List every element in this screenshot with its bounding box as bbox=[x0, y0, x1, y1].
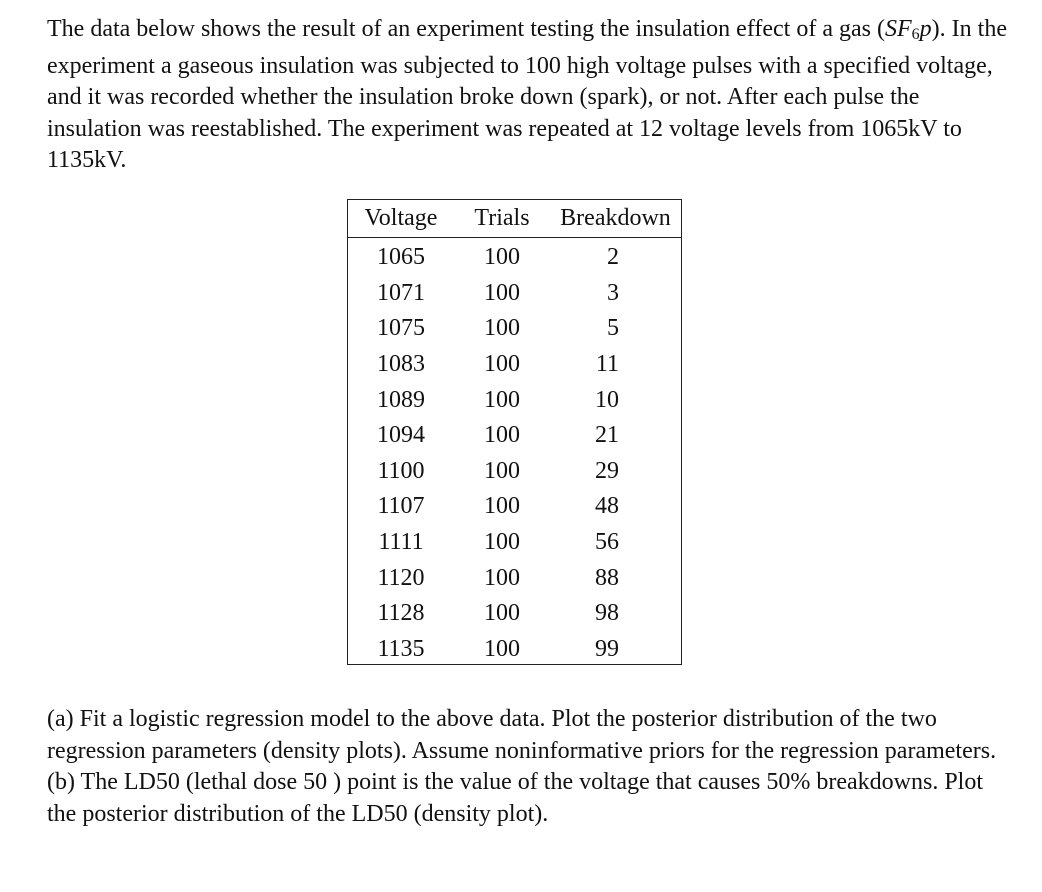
gas-formula: SF6p bbox=[884, 16, 932, 43]
cell-voltage: 1128 bbox=[377, 600, 425, 627]
cell-trials: 100 bbox=[484, 529, 520, 556]
cell-breakdown: 29 bbox=[595, 457, 619, 484]
cell-voltage: 1107 bbox=[377, 493, 425, 520]
cell-breakdown: 99 bbox=[595, 635, 619, 662]
questions bbox=[47, 704, 1007, 830]
table-row bbox=[348, 454, 681, 490]
cell-voltage: 1111 bbox=[378, 529, 424, 556]
table-row bbox=[348, 382, 681, 418]
cell-trials: 100 bbox=[484, 457, 520, 484]
cell-breakdown: 98 bbox=[595, 600, 619, 627]
cell-voltage: 1071 bbox=[377, 279, 425, 306]
cell-voltage: 1075 bbox=[377, 315, 425, 342]
table-row bbox=[348, 276, 681, 312]
cell-breakdown: 11 bbox=[595, 351, 619, 378]
cell-voltage: 1089 bbox=[377, 386, 425, 413]
cell-breakdown: 5 bbox=[607, 315, 619, 342]
table-row bbox=[348, 632, 681, 668]
table-row bbox=[348, 418, 681, 454]
table-header-row bbox=[348, 200, 681, 238]
intro-text-end: . In the experiment a gaseous insulation was subjected to 100 high voltage pulses with a specified voltage, and it was recorded whether the insulation broke down (spark), or not. After each pulse the insulation was reestablished. The experiment was repeated at 12 voltage levels from 1065kV to 1135kV. bbox=[47, 16, 1007, 173]
header-breakdown: Breakdown bbox=[550, 200, 681, 238]
cell-voltage: 1135 bbox=[377, 635, 425, 662]
cell-breakdown: 88 bbox=[595, 564, 619, 591]
cell-voltage: 1094 bbox=[377, 422, 425, 449]
data-table bbox=[347, 199, 682, 665]
cell-breakdown: 3 bbox=[607, 279, 619, 306]
intro-text-start: The data below shows the result of an experiment testing the insulation effect of a gas bbox=[47, 16, 871, 42]
question-a: (a) Fit a logistic regression model to the above data. Plot the posterior distribution of the two regression parameters (density plots). Assume noninformative priors for the regression parameters. bbox=[47, 706, 997, 764]
cell-voltage: 1100 bbox=[377, 457, 425, 484]
question-b: (b) The LD50 (lethal dose 50 ) point is the value of the voltage that causes 50% breakdowns. Plot the posterior distribution of the LD50 (density plot). bbox=[47, 769, 983, 827]
cell-trials: 100 bbox=[484, 279, 520, 306]
cell-trials: 100 bbox=[484, 244, 520, 271]
table-row bbox=[348, 347, 681, 383]
cell-breakdown: 21 bbox=[595, 422, 619, 449]
header-trials: Trials bbox=[454, 200, 550, 238]
table-row bbox=[348, 596, 681, 632]
cell-trials: 100 bbox=[484, 635, 520, 662]
cell-trials: 100 bbox=[484, 351, 520, 378]
problem-intro: The data below shows the result of an experiment testing the insulation effect of a gas (SF6p). In the experiment a gaseous insulation was subjected to 100 high voltage pulses with a specified voltage, and it was recorded whether the insulation broke down (spark), or not. After each pulse the insulation was reestablished. The experiment was repeated at 12 voltage levels from 1065kV to 1135kV. bbox=[47, 16, 1007, 173]
table-row bbox=[348, 238, 681, 276]
cell-voltage: 1083 bbox=[377, 351, 425, 378]
cell-trials: 100 bbox=[484, 315, 520, 342]
table-row bbox=[348, 311, 681, 347]
cell-voltage: 1065 bbox=[377, 244, 425, 271]
cell-voltage: 1120 bbox=[377, 564, 425, 591]
cell-trials: 100 bbox=[484, 564, 520, 591]
header-voltage: Voltage bbox=[348, 200, 454, 238]
cell-trials: 100 bbox=[484, 600, 520, 627]
table-row bbox=[348, 525, 681, 561]
table-row bbox=[348, 489, 681, 525]
cell-trials: 100 bbox=[484, 386, 520, 413]
cell-trials: 100 bbox=[484, 493, 520, 520]
cell-breakdown: 2 bbox=[607, 244, 619, 271]
cell-trials: 100 bbox=[484, 422, 520, 449]
cell-breakdown: 48 bbox=[595, 493, 619, 520]
table-row bbox=[348, 560, 681, 596]
cell-breakdown: 56 bbox=[595, 529, 619, 556]
cell-breakdown: 10 bbox=[595, 386, 619, 413]
